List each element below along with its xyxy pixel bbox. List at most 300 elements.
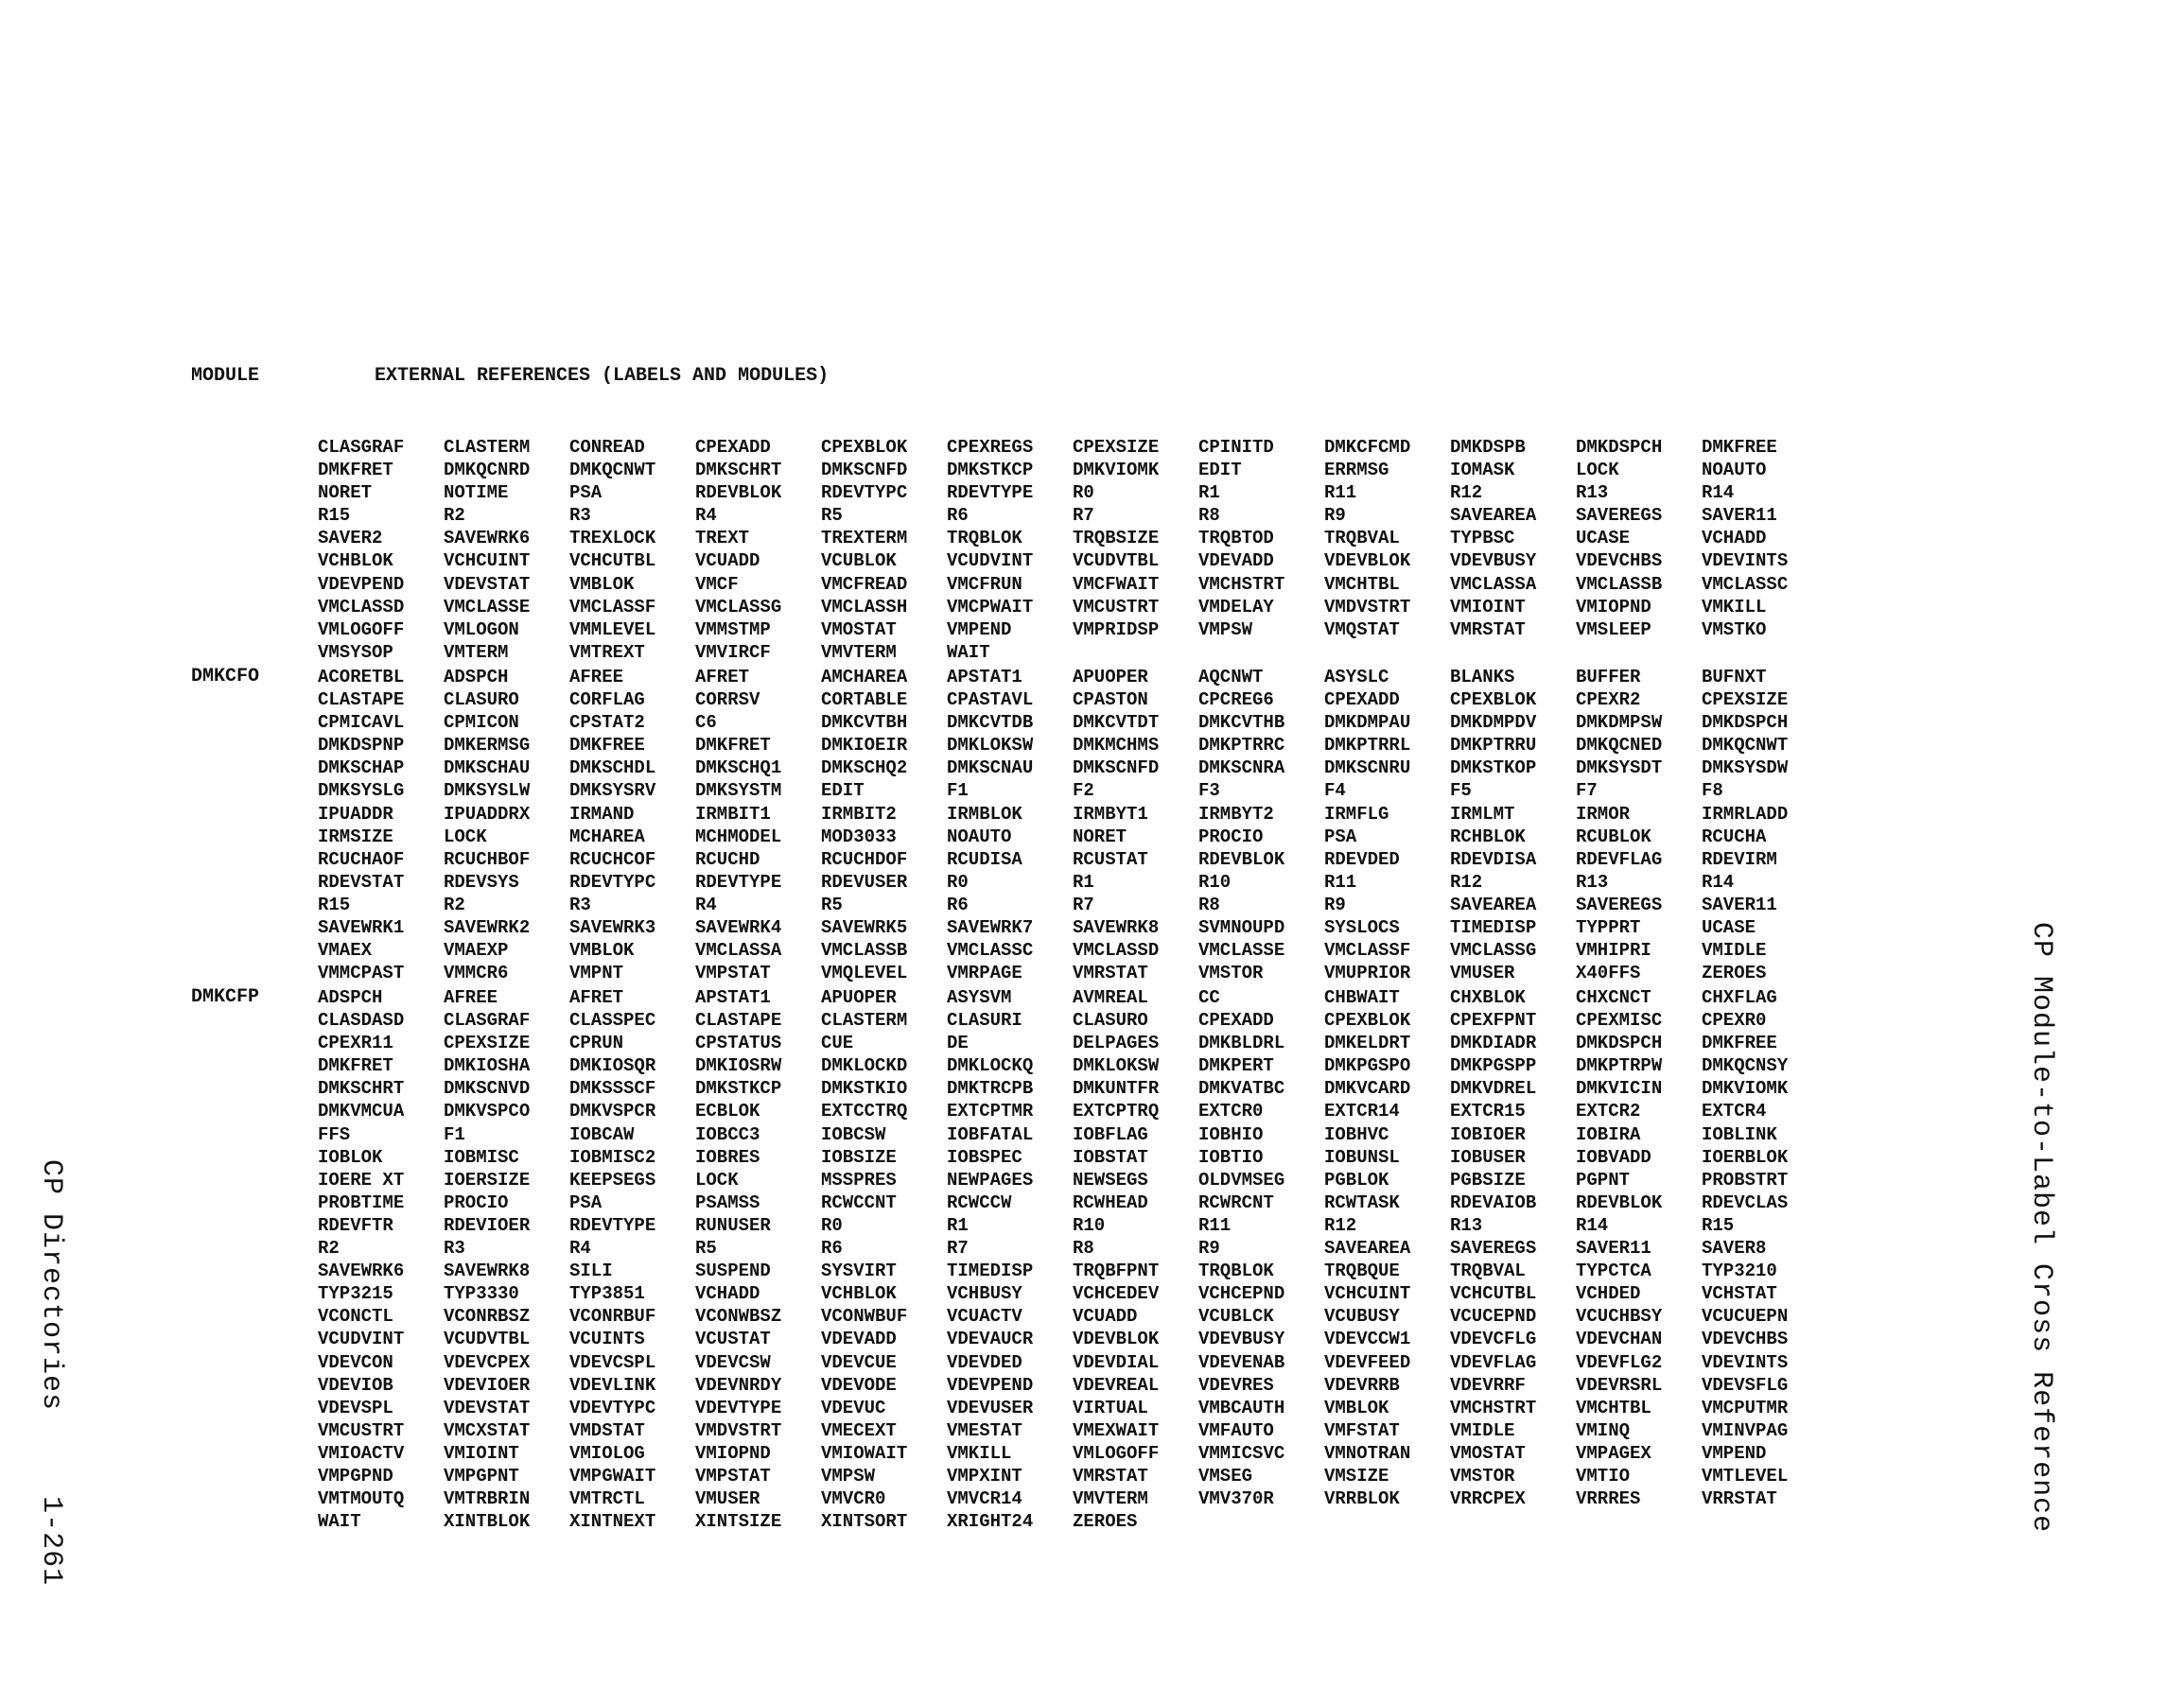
label-entry: DMKSYSDW [1702,757,1789,779]
label-entry: R6 [947,505,969,527]
label-entry: VDEVCSPL [569,1351,656,1373]
label-entry: VMIOACTV [318,1442,405,1464]
label-entry: DMKSCNVD [444,1078,531,1100]
label-entry: VMOSTAT [821,618,897,640]
label-entry: CPEXFPNT [1450,1010,1537,1032]
label-entry: VMKILL [947,1442,1012,1464]
label-entry: MOD3033 [821,826,897,847]
label-entry: DMKSTKCP [947,460,1034,481]
label-entry: VMBCAUTH [1198,1397,1285,1418]
label-entry: LOCK [444,826,487,847]
label-entry: R10 [1073,1214,1106,1236]
label-entry: IOERSIZE [444,1169,531,1191]
label-entry: DMKVICIN [1576,1078,1663,1100]
label-entry: R2 [444,894,465,915]
label-entry: SAVEAREA [1450,505,1537,527]
label-entry: TRQBLOK [1198,1261,1274,1282]
label-entry: VMCLASSD [318,596,405,617]
directory-title: CP Directories [35,1159,67,1412]
label-entry: VMCHTBL [1324,573,1400,595]
label-entry: R12 [1450,482,1483,504]
label-entry: F1 [947,780,969,802]
label-entry: VCUADD [1073,1306,1138,1328]
label-entry: PGPNT [1576,1169,1631,1191]
label-entry: IOERE XT [318,1169,405,1191]
label-entry: VMVCR14 [947,1488,1022,1510]
label-entry: VCHCUTBL [569,550,656,572]
label-entry: DMKIOSRW [695,1055,782,1077]
label-entry: VMPSW [821,1465,876,1487]
label-entry: IRMBIT2 [821,803,897,825]
left-margin-caption [3,1087,99,1586]
label-entry: VMPXINT [947,1465,1022,1487]
label-entry: VMCLASSF [1324,940,1411,962]
label-entry: DMKMCHMS [1073,735,1160,757]
label-entry: R0 [821,1214,843,1236]
label-entry: TREXT [695,528,750,549]
label-entry: WAIT [947,641,990,663]
label-entry: CPEXADD [1198,1010,1274,1032]
label-entry: PSA [569,482,603,504]
label-entry: F1 [444,1123,465,1145]
label-entry: VMINVPAG [1702,1419,1789,1441]
label-entry: RDEVTYPC [821,482,908,504]
label-entry: VMFSTAT [1324,1419,1400,1441]
label-entry: F7 [1576,780,1598,802]
label-entry: CPEXR11 [318,1033,393,1054]
label-entry: DMKSYSRV [569,780,656,802]
label-entry: IOERBLOK [1702,1146,1789,1168]
label-entry: RDEVUSER [821,871,908,893]
label-entry: IRMFLG [1324,803,1389,825]
label-entry: VMCPUTMR [1702,1397,1789,1418]
label-entry: DMKDIADR [1450,1033,1537,1054]
label-entry: DMKVMCUA [318,1101,405,1122]
label-entry: EXTCPTRQ [1073,1101,1160,1122]
label-entry: DMKLOCKD [821,1055,908,1077]
label-entry: AMCHAREA [821,667,908,687]
label-entry: DMKQCNWT [1702,735,1789,757]
label-entry: RUNUSER [695,1214,771,1236]
label-entry: RCWRCNT [1198,1191,1274,1213]
label-entry: VMCXSTAT [444,1419,531,1441]
label-entry: DMKSSSCF [569,1078,656,1100]
label-entry: R15 [318,505,351,527]
label-entry: DMKIOEIR [821,735,908,757]
label-entry: CONREAD [569,437,645,458]
label-entry: VDEVREAL [1073,1374,1160,1396]
label-entry: VMCLASSF [569,596,656,617]
label-entry: CLASURO [1073,1010,1148,1032]
label-entry: DMKIOSHA [444,1055,531,1077]
label-entry: CPCREG6 [1198,689,1274,711]
label-entry: R11 [1198,1214,1232,1236]
label-entry: EXTCR4 [1702,1101,1767,1122]
label-entry: VMIOLOG [569,1442,645,1464]
label-entry: R0 [1073,482,1094,504]
label-entry: VCUDVTBL [444,1329,531,1350]
label-entry: CLASSPEC [569,1010,656,1032]
label-entry: DMKVCARD [1324,1078,1411,1100]
label-entry: EXTCPTMR [947,1101,1034,1122]
label-entry: CPMICON [444,712,519,734]
label-entry: DMKERMSG [444,735,531,757]
label-entry: R7 [947,1238,969,1260]
label-entry: IPUADDR [318,803,393,825]
label-entry: VMCUSTRT [318,1419,405,1441]
label-entry: VMCLASSG [695,596,782,617]
label-entry: VDEVAUCR [947,1329,1034,1350]
label-entry: TRQBSIZE [1073,528,1160,549]
label-entry: RDEVSTAT [318,871,405,893]
label-entry: PSA [1324,826,1357,847]
label-entry: R12 [1324,1214,1357,1236]
label-entry: VMIOINT [444,1442,519,1464]
label-entry: VMCPWAIT [947,596,1034,617]
module-column-header: MODULE [191,365,260,387]
label-entry: LOCK [1576,460,1619,481]
label-entry: AFRET [695,667,750,687]
label-entry: SAVER11 [1702,505,1777,527]
label-entry: DMKPTRRL [1324,735,1411,757]
label-entry: PSAMSS [695,1191,760,1213]
label-entry: DMKSYSLG [318,780,405,802]
label-entry: VDEVCFLG [1450,1329,1537,1350]
label-entry: DMKPGSPO [1324,1055,1411,1077]
label-entry: R8 [1198,894,1220,915]
label-entry: ZEROES [1702,963,1767,984]
label-entry: VRRRES [1576,1488,1641,1510]
label-entry: PSA [569,1191,603,1213]
label-entry: VRRBLOK [1324,1488,1400,1510]
label-entry: DMKSCHQ1 [695,757,782,779]
label-entry: DMKQCNED [1576,735,1663,757]
label-entry: NEWPAGES [947,1169,1034,1191]
label-entry: F4 [1324,780,1346,802]
label-entry: DMKSCHRT [695,460,782,481]
label-entry: VMMLEVEL [569,618,656,640]
label-entry: CPSTAT2 [569,712,645,734]
label-entry: DMKLOKSW [1073,1055,1160,1077]
module-name: DMKCFP [191,986,260,1008]
label-entry: VDEVINTS [1702,1351,1789,1373]
label-entry: VDEVSFLG [1702,1374,1789,1396]
label-entry: IOBIOER [1450,1123,1526,1145]
label-entry: TYPBSC [1450,528,1515,549]
label-entry: CLASDASD [318,1010,405,1032]
label-entry: RCHBLOK [1450,826,1526,847]
label-entry: R13 [1576,871,1609,893]
label-entry: VCUACTV [947,1306,1022,1328]
label-entry: DMKFREE [569,735,645,757]
label-entry: RCUCHD [695,848,760,870]
label-entry: CORFLAG [569,689,645,711]
label-entry: R14 [1576,1214,1609,1236]
label-entry: TRQBLOK [947,528,1022,549]
label-entry: VMBLOK [1324,1397,1389,1418]
label-entry: VMMSTMP [695,618,771,640]
right-margin-caption: CP Module-to-Label Cross Reference [2025,922,2057,1534]
label-entry: CHBWAIT [1324,987,1400,1008]
label-entry: RCUBLOK [1576,826,1651,847]
label-entry: VMIDLE [1450,1419,1515,1441]
label-entry: IOBHIO [1198,1123,1264,1145]
label-entry: ADSPCH [318,987,383,1008]
label-entry: VCHADD [695,1283,760,1305]
label-entry: R6 [947,894,969,915]
label-entry: RDEVBLOK [695,482,782,504]
label-entry: DMKSYSLW [444,780,531,802]
label-entry: TRQBVAL [1324,528,1400,549]
label-entry: DMKFREE [1702,1033,1777,1054]
label-entry: DMKELDRT [1324,1033,1411,1054]
label-entry: IRMOR [1576,803,1631,825]
label-entry: VCUBLCK [1198,1306,1274,1328]
label-entry: SAVER11 [1576,1238,1651,1260]
label-entry: VCONRBSZ [444,1306,531,1328]
label-entry: F5 [1450,780,1472,802]
label-entry: EXTCCTRQ [821,1101,908,1122]
label-entry: R10 [1198,871,1232,893]
label-entry: UCASE [1702,917,1756,939]
label-entry: VCONWBSZ [695,1306,782,1328]
label-entry: IRMLMT [1450,803,1515,825]
label-entry: SVMNOUPD [1198,917,1285,939]
label-entry: VDEVLINK [569,1374,656,1396]
label-entry: TYPCTCA [1576,1261,1651,1282]
label-entry: TREXLOCK [569,528,656,549]
label-entry: RDEVAIOB [1450,1191,1537,1213]
label-entry: R6 [821,1238,843,1260]
label-entry: RCUCHBOF [444,848,531,870]
label-entry: DMKVSPCO [444,1101,531,1122]
label-entry: UCASE [1576,528,1631,549]
label-entry: IRMRLADD [1702,803,1789,825]
label-entry: IRMBIT1 [695,803,771,825]
label-entry: ERRMSG [1324,460,1389,481]
label-entry: SAVEREGS [1450,1238,1537,1260]
label-entry: TYP3851 [569,1283,645,1305]
label-entry: DMKFRET [695,735,771,757]
label-entry: IOBIRA [1576,1123,1641,1145]
label-entry: AQCNWT [1198,667,1264,687]
label-entry: CUE [821,1033,854,1054]
label-entry: VCHDED [1576,1283,1641,1305]
label-entry: DMKFREE [1702,437,1777,458]
label-entry: VMVTERM [1073,1488,1148,1510]
label-entry: VCUCEPND [1450,1306,1537,1328]
label-entry: OLDVMSEG [1198,1169,1285,1191]
label-entry: DMKUNTFR [1073,1078,1160,1100]
label-entry: DMKQCNRD [444,460,531,481]
label-entry: IOBCAW [569,1123,635,1145]
label-entry: BUFNXT [1702,667,1767,687]
label-entry: VDEVSTAT [444,573,531,595]
label-entry: XRIGHT24 [947,1511,1034,1533]
label-entry: EDIT [821,780,865,802]
label-entry: VDEVIOB [318,1374,393,1396]
label-entry: VMRPAGE [947,963,1022,984]
label-entry: TYP3215 [318,1283,393,1305]
label-entry: VMCLASSG [1450,940,1537,962]
label-entry: VMDELAY [1198,596,1274,617]
label-entry: VMRSTAT [1073,1465,1148,1487]
label-entry: SAVEWRK3 [569,917,656,939]
label-entry: VDEVNRDY [695,1374,782,1396]
label-entry: SAVEREGS [1576,894,1663,915]
label-entry: DMKSCNFD [821,460,908,481]
label-entry: SAVEWRK6 [444,528,531,549]
label-entry: VMPSTAT [695,963,771,984]
label-entry: VMPRIDSP [1073,618,1160,640]
label-entry: VCUCUEPN [1702,1306,1789,1328]
label-entry: R3 [569,505,591,527]
label-entry: APSTAT1 [947,667,1022,687]
label-entry: DMKVDREL [1450,1078,1537,1100]
label-entry: VDEVODE [821,1374,897,1396]
label-entry: VCUBUSY [1324,1306,1400,1328]
label-entry: VMLOGON [444,618,519,640]
label-entry: NOAUTO [947,826,1012,847]
label-entry: RDEVBLOK [1198,848,1285,870]
label-entry: CLASTAPE [318,689,405,711]
label-entry: VMVCR0 [821,1488,886,1510]
label-entry: TRQBFPNT [1073,1261,1160,1282]
label-entry: IOMASK [1450,460,1515,481]
label-entry: TRQBVAL [1450,1261,1526,1282]
label-entry: DMKVIOMK [1073,460,1160,481]
label-entry: CPMICAVL [318,712,405,734]
label-entry: PGBSIZE [1450,1169,1526,1191]
label-entry: VDEVIOER [444,1374,531,1396]
label-entry: VMCLASSE [1198,940,1285,962]
label-entry: RDEVIOER [444,1214,531,1236]
label-entry: VMESTAT [947,1419,1022,1441]
label-entry: DMKQCNWT [569,460,656,481]
label-entry: DMKSCHAU [444,757,531,779]
label-entry: ASYSVM [947,987,1012,1008]
label-entry: R15 [1702,1214,1735,1236]
label-entry: CPEXSIZE [1073,437,1160,458]
label-entry: VDEVRRF [1450,1374,1526,1396]
label-entry: RDEVSYS [444,871,519,893]
label-entry: IOBFATAL [947,1123,1034,1145]
label-entry: EXTCR2 [1576,1101,1641,1122]
label-entry: VDEVCHAN [1576,1329,1663,1350]
label-entry: CORRSV [695,689,760,711]
label-entry: DMKSYSTM [695,780,782,802]
label-entry: VMMCR6 [444,963,509,984]
label-entry: SAVEWRK8 [444,1261,531,1282]
label-entry: RCUSTAT [1073,848,1148,870]
label-entry: MSSPRES [821,1169,897,1191]
label-entry: DMKCVTDB [947,712,1034,734]
label-entry: DMKSYSDT [1576,757,1663,779]
label-entry: PROBSTRT [1702,1169,1789,1191]
label-entry: CPEXR0 [1702,1010,1767,1032]
label-entry: DMKSTKCP [695,1078,782,1100]
label-entry: VCONWBUF [821,1306,908,1328]
label-entry: CLASURI [947,1010,1022,1032]
label-entry: VDEVDIAL [1073,1351,1160,1373]
label-entry: R8 [1198,505,1220,527]
label-entry: R2 [318,1238,340,1260]
label-entry: VMTLEVEL [1702,1465,1789,1487]
label-entry: VMIOINT [1450,596,1526,617]
label-entry: DMKDSPCH [1576,437,1663,458]
label-entry: VDEVADD [821,1329,897,1350]
label-entry: R1 [1073,871,1094,893]
label-entry: VMVIRCF [695,641,771,663]
label-entry: VMCHSTRT [1450,1397,1537,1418]
page-number: 1-261 [35,1496,67,1587]
label-entry: SAVER2 [318,528,383,549]
label-entry: VDEVPEND [947,1374,1034,1396]
label-entry: VCUSTAT [695,1329,771,1350]
label-entry: EXTCR14 [1324,1101,1400,1122]
label-entry: VMPGPND [318,1465,393,1487]
label-entry: DMKIOSQR [569,1055,656,1077]
label-entry: XINTBLOK [444,1511,531,1533]
labels-grid [318,666,1827,984]
label-entry: VMCLASSA [1450,573,1537,595]
label-entry: TIMEDISP [1450,917,1537,939]
label-entry: VMEXWAIT [1073,1419,1160,1441]
label-entry: VMCFREAD [821,573,908,595]
label-entry: VDEVCON [318,1351,393,1373]
label-entry: VDEVCHBS [1576,550,1663,572]
label-entry: AVMREAL [1073,987,1148,1008]
label-entry: CPEXBLOK [821,437,908,458]
label-entry: VMLOGOFF [1073,1442,1160,1464]
label-entry: VMPSTAT [695,1465,771,1487]
label-entry: NOTIME [444,482,509,504]
label-entry: VMSEG [1198,1465,1253,1487]
label-entry: VMFAUTO [1198,1419,1274,1441]
label-entry: RDEVTYPE [947,482,1034,504]
label-entry: VMAEX [318,940,373,962]
label-entry: VMIOPND [1576,596,1651,617]
label-entry: SAVER11 [1702,894,1777,915]
label-entry: R1 [947,1214,969,1236]
label-entry: R4 [695,505,717,527]
label-entry: VCUDVTBL [1073,550,1160,572]
label-entry: TREXTERM [821,528,908,549]
label-entry: FFS [318,1123,351,1145]
label-entry: DMKPGSPP [1450,1055,1537,1077]
label-entry: DMKSCNRA [1198,757,1285,779]
label-entry: VMBLOK [569,940,635,962]
label-entry: VCHBUSY [947,1283,1022,1305]
label-entry: IOBVADD [1576,1146,1651,1168]
label-entry: LOCK [695,1169,739,1191]
label-entry: X40FFS [1576,963,1641,984]
label-entry: DMKVSPCR [569,1101,656,1122]
label-entry: RCUDISA [947,848,1022,870]
label-entry: DMKCVTHB [1198,712,1285,734]
label-entry: AFRET [569,987,624,1008]
label-entry: VDEVSTAT [444,1397,531,1418]
label-entry: IOBTIO [1198,1146,1264,1168]
label-entry: VMPGWAIT [569,1465,656,1487]
label-entry: VDEVPEND [318,573,405,595]
label-entry: XINTSIZE [695,1511,782,1533]
label-entry: APUOPER [821,987,897,1008]
label-entry: IOBCC3 [695,1123,760,1145]
label-entry: DMKCFCMD [1324,437,1411,458]
label-entry: VMCLASSA [695,940,782,962]
label-entry: VCHCUTBL [1450,1283,1537,1305]
